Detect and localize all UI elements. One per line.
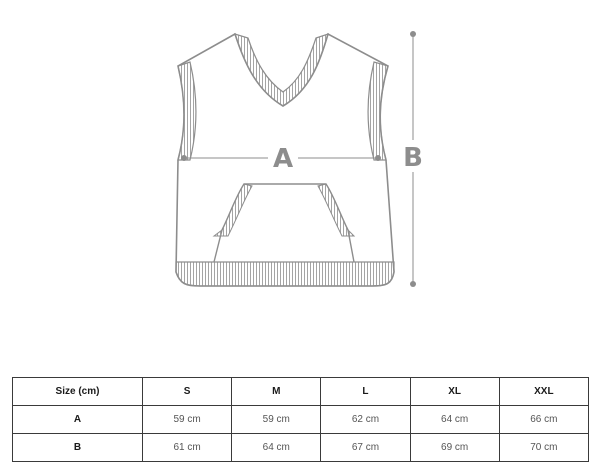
measure-point-a-right <box>375 155 381 161</box>
measure-point-a-left <box>181 155 187 161</box>
table-row <box>13 434 589 462</box>
cell-a-xl: 64 cm <box>410 406 499 434</box>
cell-a-m: 59 cm <box>232 406 321 434</box>
header-xxl: XXL <box>499 378 588 406</box>
table-row <box>13 406 589 434</box>
pocket-left-ribbing <box>214 184 252 236</box>
header-l: L <box>321 378 410 406</box>
cell-b-xxl: 70 cm <box>499 434 588 462</box>
left-armhole-ribbing <box>178 62 196 160</box>
size-chart-table <box>12 377 589 462</box>
label-a: A <box>272 144 294 174</box>
header-size: Size (cm) <box>13 378 143 406</box>
cell-b-m: 64 cm <box>232 434 321 462</box>
kangaroo-pocket <box>214 184 354 262</box>
cell-b-xl: 69 cm <box>410 434 499 462</box>
measure-point-b-top <box>410 31 416 37</box>
table-header-row <box>13 378 589 406</box>
cell-a-xxl: 66 cm <box>499 406 588 434</box>
row-label-b: B <box>13 434 143 462</box>
measure-point-b-bottom <box>410 281 416 287</box>
label-b: B <box>403 143 423 173</box>
header-s: S <box>143 378 232 406</box>
header-xl: XL <box>410 378 499 406</box>
cell-b-l: 67 cm <box>321 434 410 462</box>
pocket-right-ribbing <box>318 184 354 236</box>
cell-a-l: 62 cm <box>321 406 410 434</box>
row-label-a: A <box>13 406 143 434</box>
right-armhole-ribbing <box>368 62 388 160</box>
header-m: M <box>232 378 321 406</box>
cell-b-s: 61 cm <box>143 434 232 462</box>
hem-ribbing <box>176 262 394 286</box>
cell-a-s: 59 cm <box>143 406 232 434</box>
